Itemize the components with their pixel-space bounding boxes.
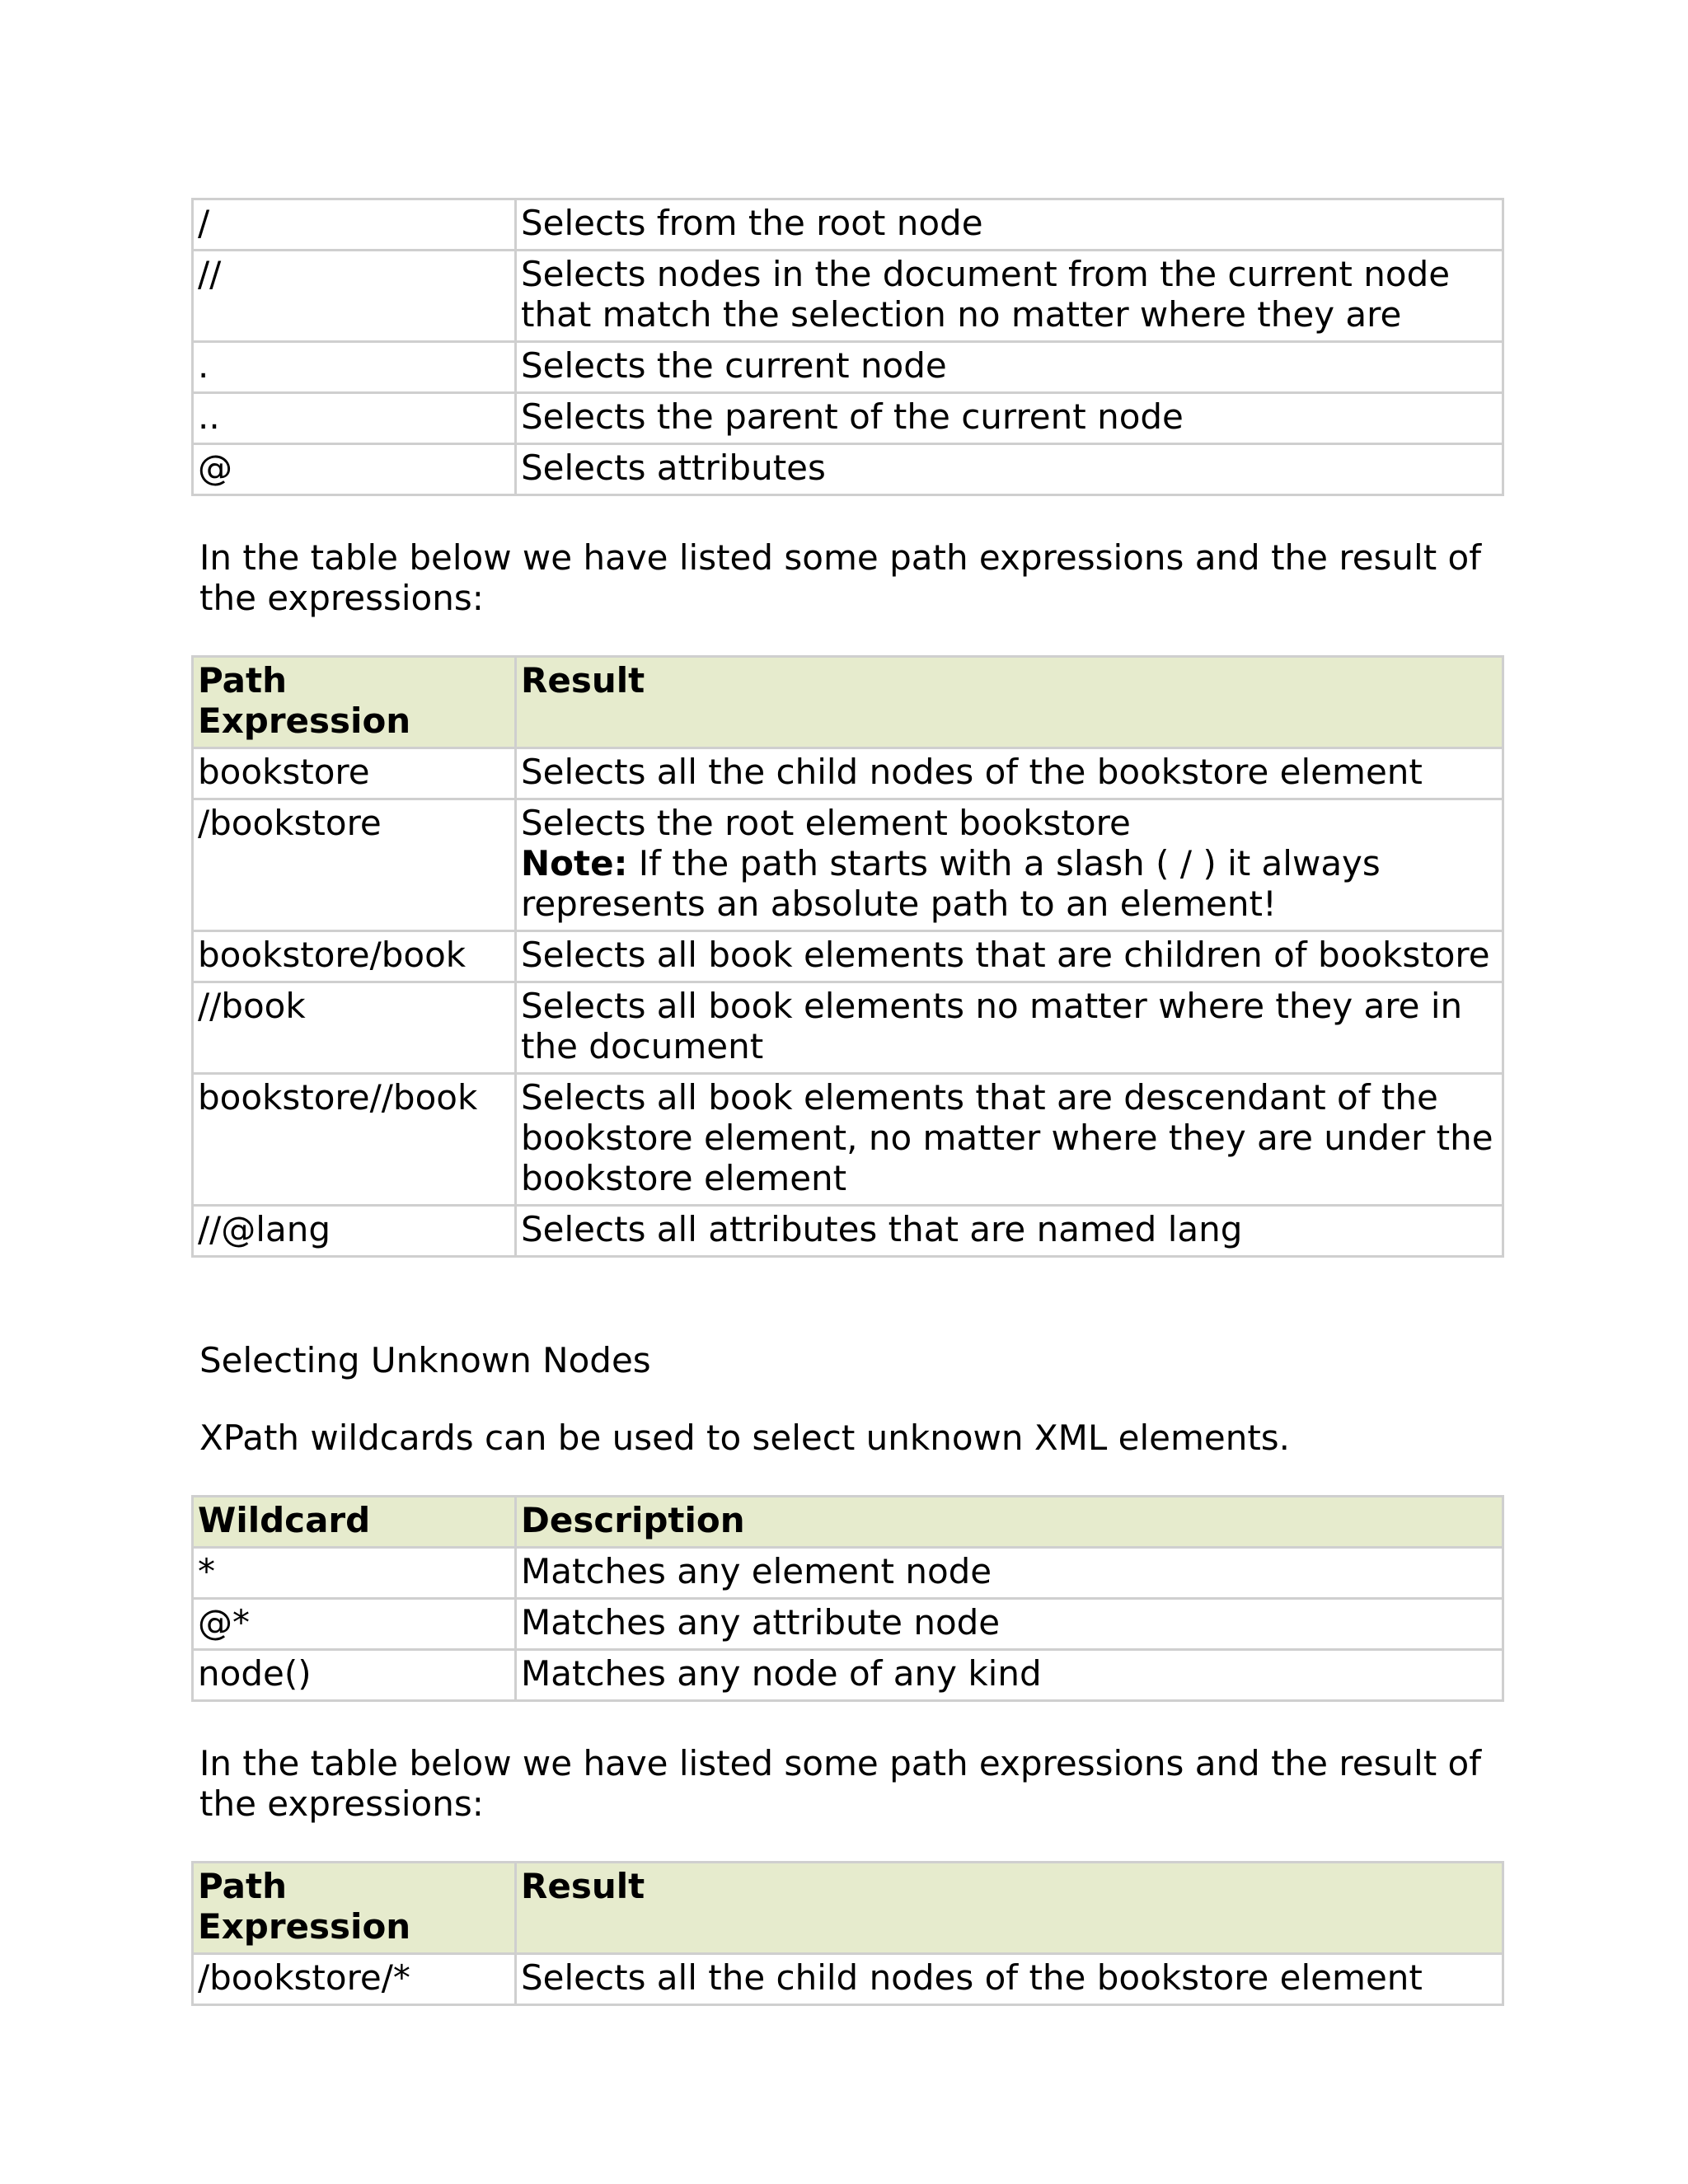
table-row [193, 931, 1503, 982]
description-cell: Matches any node of any kind [516, 1650, 1503, 1701]
intro-paragraph: In the table below we have listed some path expressions and the result of the expressions: [199, 537, 1482, 618]
expression-cell: @ [193, 444, 516, 495]
table-header-row [193, 1863, 1503, 1954]
table-row [193, 342, 1503, 393]
description-cell: Selects from the root node [516, 199, 1503, 251]
column-header-wildcard: Wildcard [193, 1497, 516, 1548]
column-header-description: Description [516, 1497, 1503, 1548]
section-heading: Selecting Unknown Nodes [199, 1340, 651, 1380]
description-text: Selects the root element bookstore [521, 803, 1131, 843]
table-row [193, 1954, 1503, 2005]
expression-cell: .. [193, 393, 516, 444]
expression-cell: @* [193, 1599, 516, 1650]
description-cell: Selects all book elements that are descendant of the bookstore element, no matter where they are under the bookstore element [516, 1074, 1503, 1206]
expression-cell: * [193, 1548, 516, 1599]
wildcard-path-expressions-table [191, 1861, 1504, 2006]
expression-cell: node() [193, 1650, 516, 1701]
note-label: Note: [521, 843, 628, 883]
table-row [193, 1548, 1503, 1599]
description-cell: Selects all the child nodes of the bookstore element [516, 1954, 1503, 2005]
expression-cell: bookstore [193, 748, 516, 799]
table-row [193, 1599, 1503, 1650]
expression-cell: . [193, 342, 516, 393]
wildcards-table [191, 1495, 1504, 1702]
path-operators-table [191, 198, 1504, 496]
table-row [193, 748, 1503, 799]
expression-cell: /bookstore [193, 799, 516, 931]
intro-paragraph: In the table below we have listed some path expressions and the result of the expressions: [199, 1743, 1482, 1824]
expression-cell: bookstore//book [193, 1074, 516, 1206]
table-row [193, 199, 1503, 251]
document-page [191, 198, 1502, 2006]
table-row [193, 1074, 1503, 1206]
table-header-row [193, 657, 1503, 748]
table-row [193, 1206, 1503, 1257]
description-cell: Selects attributes [516, 444, 1503, 495]
description-cell: Selects all book elements no matter where they are in the document [516, 982, 1503, 1074]
table-row [193, 799, 1503, 931]
column-header-path-expression: Path Expression [193, 1863, 516, 1954]
table-row [193, 393, 1503, 444]
table-row [193, 444, 1503, 495]
note-text: If the path starts with a slash ( / ) it always represents an absolute path to an element! [521, 843, 1381, 924]
expression-cell: //@lang [193, 1206, 516, 1257]
column-header-result: Result [516, 657, 1503, 748]
column-header-path-expression: Path Expression [193, 657, 516, 748]
table-header-row [193, 1497, 1503, 1548]
description-cell: Selects the parent of the current node [516, 393, 1503, 444]
expression-cell: // [193, 251, 516, 342]
description-cell: Selects all the child nodes of the bookstore element [516, 748, 1503, 799]
description-cell: Selects all book elements that are children of bookstore [516, 931, 1503, 982]
table-row [193, 1650, 1503, 1701]
table-row [193, 982, 1503, 1074]
expression-cell: bookstore/book [193, 931, 516, 982]
expression-cell: / [193, 199, 516, 251]
table-row [193, 251, 1503, 342]
path-expressions-table [191, 655, 1504, 1258]
description-cell: Selects all attributes that are named lang [516, 1206, 1503, 1257]
description-cell: Selects nodes in the document from the current node that match the selection no matter where they are [516, 251, 1503, 342]
description-cell: Selects the current node [516, 342, 1503, 393]
expression-cell: /bookstore/* [193, 1954, 516, 2005]
expression-cell: //book [193, 982, 516, 1074]
description-cell: Matches any element node [516, 1548, 1503, 1599]
description-cell: Matches any attribute node [516, 1599, 1503, 1650]
description-cell [516, 799, 1503, 931]
wildcard-intro-paragraph: XPath wildcards can be used to select unknown XML elements. [199, 1418, 1291, 1458]
column-header-result: Result [516, 1863, 1503, 1954]
